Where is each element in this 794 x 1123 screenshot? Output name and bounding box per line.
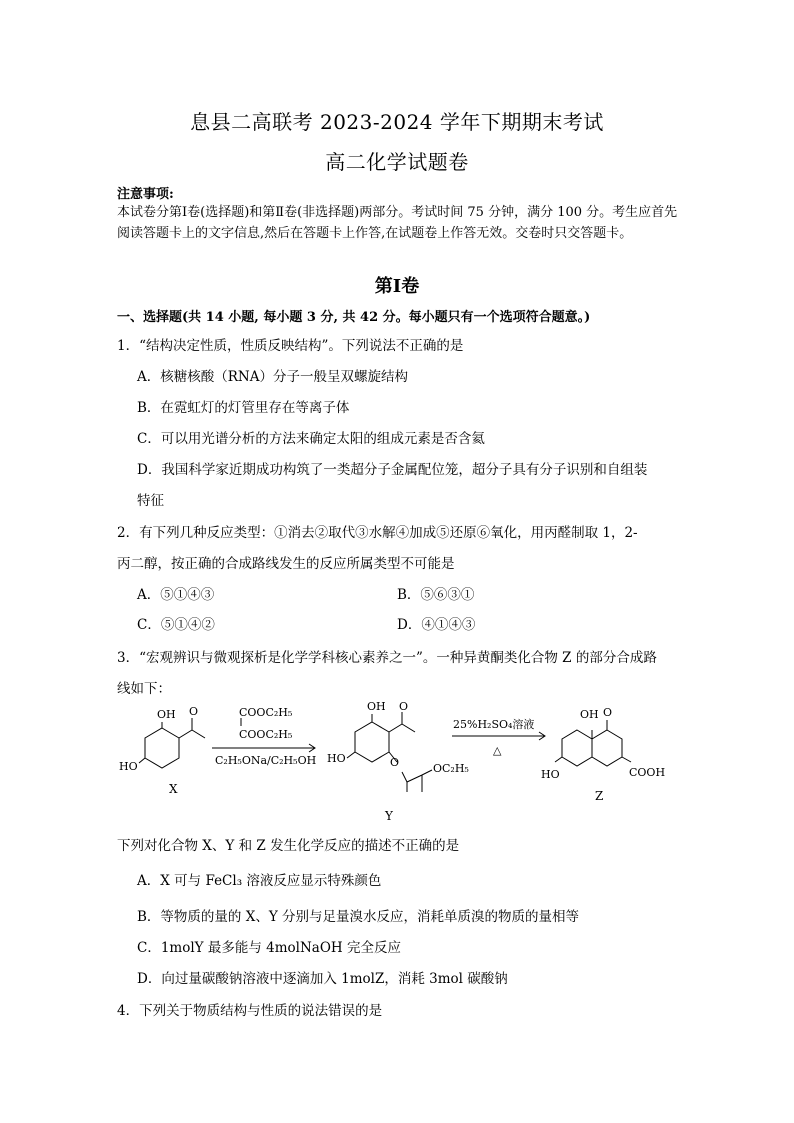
x-o-label: O (189, 705, 199, 718)
z-oh-label: OH (580, 708, 599, 721)
heat-symbol: △ (493, 744, 502, 757)
q1-option-d-line1: D．我国科学家近期成功构筑了一类超分子金属配位笼，超分子具有分子识别和自组装 (137, 462, 648, 478)
label-y: Y (385, 809, 393, 823)
notice-heading: 注意事项: (117, 187, 174, 202)
q1-stem: 1．“结构决定性质，性质反映结构”。下列说法不正确的是 (117, 338, 464, 354)
q3-stem-line1: 3．“宏观辨识与微观探析是化学学科核心素养之一”。一种异黄酮类化合物 Z 的部分合成路 (117, 650, 657, 666)
q3-stem-line2: 线如下： (117, 681, 171, 697)
q1-option-b: B．在霓虹灯的灯管里存在等离子体 (137, 400, 350, 416)
q2-option-c: C．⑤①④② (137, 617, 215, 633)
q2-stem-line2: 丙二醇，按正确的合成路线发生的反应所属类型不可能是 (117, 556, 455, 572)
q1-option-a: A．核糖核酸（RNA）分子一般呈双螺旋结构 (137, 369, 408, 385)
exam-title: 息县二高联考 2023-2024 学年下期期末考试 (190, 110, 604, 134)
y-oc2h5-label: OC₂H₅ (433, 762, 469, 775)
q2-option-a: A．⑤①④③ (137, 587, 215, 603)
z-o-label: O (603, 706, 613, 719)
q3-after-scheme: 下列对化合物 X、Y 和 Z 发生化学反应的描述不正确的是 (117, 838, 460, 854)
conditions-1: C₂H₅ONa/C₂H₅OH (215, 754, 317, 767)
label-x: X (169, 782, 178, 796)
compound-z-ring-a (562, 730, 592, 766)
z-cooh-label: COOH (629, 766, 666, 779)
section-instruction: 一、选择题(共 14 小题, 每小题 3 分, 共 42 分。每小题只有一个选项符合题意。) (117, 310, 591, 325)
z-ho-label: HO (541, 768, 560, 781)
q3-option-d: D．向过量碳酸钠溶液中逐滴加入 1molZ，消耗 3mol 碳酸钠 (137, 971, 508, 987)
exam-subtitle: 高二化学试题卷 (325, 150, 469, 174)
q3-option-c: C．1molY 最多能与 4molNaOH 完全反应 (137, 940, 401, 956)
q2-stem-line1: 2．有下列几种反应类型：①消去②取代③水解④加成⑤还原⑥氧化，用丙醛制取 1，2- (117, 525, 638, 541)
reagent-top: COOC₂H₅ (239, 706, 293, 719)
q1-option-d-line2: 特征 (137, 493, 164, 509)
q2-option-b: B．⑤⑥③① (397, 587, 475, 603)
compound-y-ring (355, 722, 389, 762)
label-z: Z (595, 789, 604, 803)
notice-body: 本试卷分第Ⅰ卷(选择题)和第Ⅱ卷(非选择题)两部分。考试时间 75 分钟，满分 100 分。考生应首先阅读答题卡上的文字信息,然后在答题卡上作答,在试题卷上作答无效。交卷时只交答题卡。 (117, 205, 678, 241)
y-o-link-label: O (390, 756, 400, 769)
compound-x-ring (145, 728, 179, 768)
q3-option-a: A．X 可与 FeCl₃ 溶液反应显示特殊颜色 (137, 873, 382, 889)
q3-option-b: B．等物质的量的 X、Y 分别与足量溴水反应，消耗单质溴的物质的量相等 (137, 909, 580, 925)
q4-stem: 4．下列关于物质结构与性质的说法错误的是 (117, 1003, 383, 1019)
x-oh-label: OH (157, 708, 176, 721)
q2-option-d: D．④①④③ (397, 617, 476, 633)
y-ho-label: HO (327, 752, 346, 765)
compound-z-ring-b (592, 730, 622, 766)
q1-option-c: C．可以用光谱分析的方法来确定太阳的组成元素是否含氦 (137, 431, 485, 447)
conditions-2: 25%H₂SO₄溶液 (453, 718, 535, 731)
reagent-bottom: COOC₂H₅ (239, 728, 293, 741)
section-title: 第Ⅰ卷 (374, 276, 420, 297)
y-oh-label: OH (367, 700, 386, 713)
y-o-label: O (399, 700, 409, 713)
synthesis-scheme (117, 700, 697, 830)
x-ho-label: HO (119, 760, 138, 773)
